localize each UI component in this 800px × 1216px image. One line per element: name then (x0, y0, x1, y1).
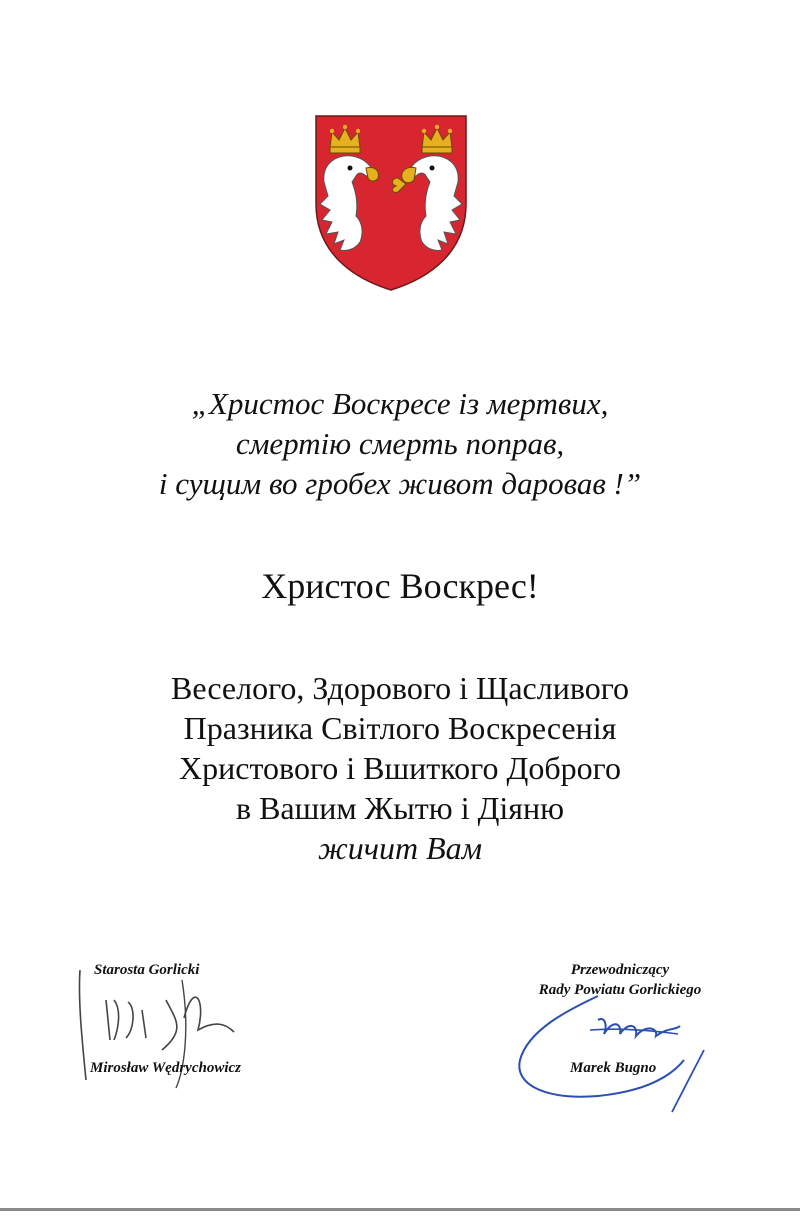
headline: Христос Воскрес! (261, 566, 539, 606)
coat-of-arms (312, 112, 470, 292)
wish-line: Христового і Вшиткого Доброго (179, 750, 621, 786)
right-handwritten-signature (508, 990, 718, 1114)
right-title-line: Rady Powiatu Gorlickiego (538, 982, 702, 998)
left-signatory-name: Mirosław Wędrychowicz (90, 1060, 241, 1076)
wish-line: в Вашим Жытю і Діяню (235, 790, 565, 826)
left-signatory-title: Starosta Gorlicki (94, 962, 200, 978)
wish-line: Веселого, Здорового і Щасливого (170, 670, 630, 706)
wish-line: Празника Світлого Воскресенія (183, 710, 617, 746)
quote-line: „Христос Воскресе із мертвих, (191, 386, 609, 421)
right-signatory-name: Marek Bugno (570, 1060, 657, 1076)
quote-line: і сущим во гробех живот даровав !” (158, 466, 642, 501)
right-title-line: Przewodniczący (570, 962, 670, 978)
bottom-edge-divider (0, 1208, 800, 1211)
easter-quote (0, 384, 800, 504)
quote-line: смертію смерть поправ, (235, 426, 565, 461)
closing-line: жичит Вам (317, 830, 483, 866)
wishes-block (0, 668, 800, 868)
